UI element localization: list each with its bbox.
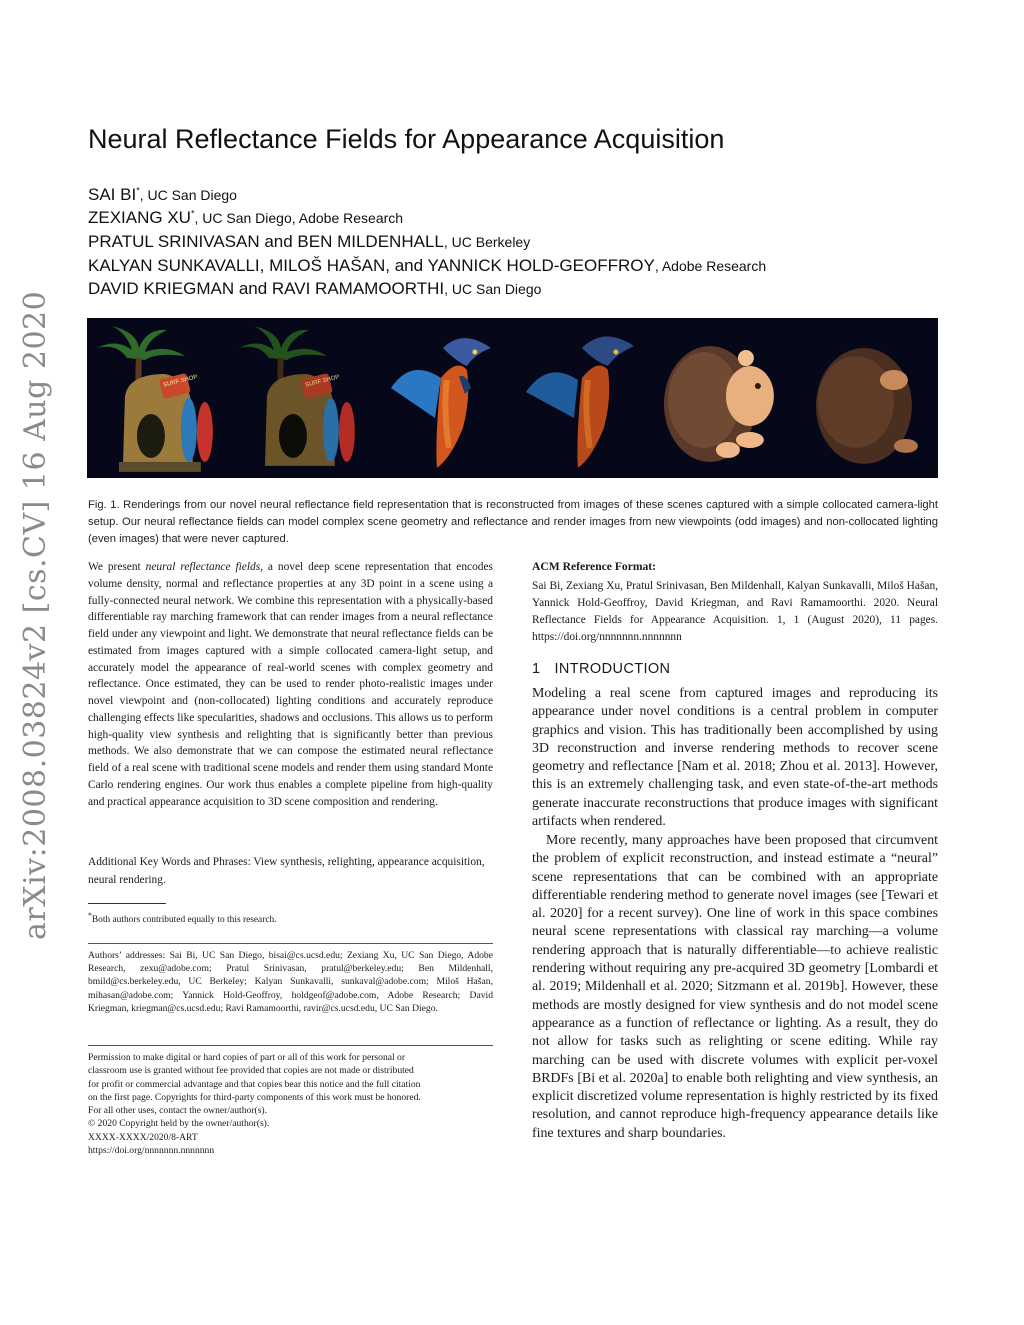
author-affiliation: , UC San Diego <box>139 187 237 203</box>
arxiv-side-stamp: arXiv:2008.03824v2 [cs.CV] 16 Aug 2020 <box>18 290 53 940</box>
copyright-line: © 2020 Copyright held by the owner/author(s). <box>88 1118 270 1130</box>
keywords: Additional Key Words and Phrases: View synthesis, relighting, appearance acquisition, neural rendering. <box>88 856 485 886</box>
permission-line: for profit or commercial advantage and that copies bear this notice and the full citation <box>88 1078 421 1090</box>
permission-notice <box>88 1051 493 1157</box>
permission-rule <box>88 1045 493 1046</box>
author-affiliation: , UC San Diego <box>444 281 542 297</box>
author-affiliation: , UC San Diego, Adobe Research <box>194 210 404 226</box>
render-dragon-relit <box>512 318 654 478</box>
render-hedgehog-collocated <box>654 318 796 478</box>
author-names: PRATUL SRINIVASAN and BEN MILDENHALL <box>88 232 444 251</box>
section-title: INTRODUCTION <box>554 661 671 677</box>
render-hedgehog-relit <box>796 318 938 478</box>
author-affiliation: , UC Berkeley <box>443 234 531 250</box>
intro-paragraph: Modeling a real scene from captured images and reproducing its appearance under novel conditions is a central problem in computer graphics and vision. This has traditionally been accomplished by using 3D reconstruction and inverse rendering methods to recover scene geometry and reflectance [Nam et al. 2018; Zhou et al. 2013]. However, this is an extremely challenging task, and even state-of-the-art methods generate inaccurate reconstructions that produce images with significant artifacts when rendered. <box>532 686 938 830</box>
abstract <box>88 559 493 810</box>
hut-render-image <box>229 318 371 478</box>
author-line <box>88 256 766 276</box>
author-line <box>88 279 541 299</box>
permission-line: For all other uses, contact the owner/author(s). <box>88 1105 268 1117</box>
hedgehog-render-image <box>796 318 938 478</box>
section-heading <box>532 661 938 677</box>
author-affiliation: , Adobe Research <box>654 258 767 274</box>
paper-title: Neural Reflectance Fields for Appearance Acquisition <box>88 124 725 154</box>
figure-caption: Fig. 1. Renderings from our novel neural reflectance field representation that is reconstructed from images of these scenes captured with a simple collocated camera-light setup. Our neural reflectance fields can model complex scene geometry and reflectance and render images from new viewpoints (odd images) and non-collocated lighting (even images) that were never captured. <box>88 499 938 545</box>
dragon-render-image <box>512 318 654 478</box>
author-addresses: Authors’ addresses: Sai Bi, UC San Diego, bisai@cs.ucsd.edu; Zexiang Xu, UC San Diego, Adobe Research, zexu@adobe.com; Pratul Srinivasan, pratul@berkeley.edu; Ben Mildenhall, bmild@cs.berkeley.edu, UC Berkeley; Kalyan Sunkavalli, sunkaval@adobe.com; Miloš Hašan, mihasan@adobe.com; Yannick Hold-Geoffroy, holdgeof@adobe.com, Adobe Research; David Kriegman, kriegman@cs.ucsd.edu; Ravi Ramamoorthi, ravir@cs.ucsd.edu, UC San Diego. <box>88 950 493 1014</box>
doi-link: https://doi.org/nnnnnnn.nnnnnnn <box>88 1145 215 1157</box>
acm-reference-body: Sai Bi, Zexiang Xu, Pratul Srinivasan, Ben Mildenhall, Kalyan Sunkavalli, Miloš Hašan, Yannick Hold-Geoffroy, David Kriegman, and Ravi Ramamoorthi. 2020. Neural Reflectance Fields for Appearance Acquisition. 1, 1 (August 2020), 11 pages. https://doi.org/nnnnnnn.nnnnnnn <box>532 580 938 643</box>
section-number: 1 <box>532 661 541 677</box>
render-dragon-collocated <box>371 318 513 478</box>
permission-line: classroom use is granted without fee provided that copies are not made or distributed <box>88 1065 414 1077</box>
abstract-body: , a novel deep scene representation that encodes volume density, normal and reflectance properties at any 3D point in a scene using a fully-connected neural network. We combine this representation with a physically-based differentiable ray marching framework that can render images from a neural reflectance field under any viewpoint and light. We demonstrate that neural reflectance fields can be estimated from images captured with a simple collocated camera-light setup, and accurately model the appearance of real-world scenes with complex geometry and reflectance. Once estimated, they can be used to render photo-realistic images under novel viewpoint and (non-collocated) lighting conditions and accurately reproduce challenging effects like specularities, shadows and occlusions. This allows us to perform high-quality view synthesis and relighting that is significantly better than previous methods. We also demonstrate that we can compose the estimated neural reflectance field of a real scene with traditional scene models and render them using standard Monte Carlo rendering engines. Our work thus enables a complete pipeline from high-quality and practical appearance acquisition to 3D scene composition and rendering. <box>88 561 493 808</box>
article-number: XXXX-XXXX/2020/8-ART <box>88 1131 198 1143</box>
footnote-mark: * <box>88 911 92 920</box>
author-line <box>88 185 237 205</box>
footnote-text: Both authors contributed equally to this research. <box>91 915 277 926</box>
abstract-lead: We present <box>88 561 146 573</box>
acm-reference-heading: ACM Reference Format: <box>532 560 657 573</box>
surf-shop-sign-text: SURF SHOP <box>304 374 340 389</box>
render-hut-collocated <box>87 318 229 478</box>
address-rule <box>88 943 493 944</box>
equal-contribution-mark: * <box>190 208 195 219</box>
equal-contribution-footnote <box>88 909 493 927</box>
author-names: ZEXIANG XU <box>88 208 191 227</box>
abstract-emphasis: neural reflectance fields <box>145 561 261 573</box>
author-line <box>88 232 530 252</box>
author-names: KALYAN SUNKAVALLI, MILOŠ HAŠAN, and YANNICK HOLD-GEOFFROY <box>88 256 655 275</box>
hut-render-image <box>87 318 229 478</box>
permission-line: on the first page. Copyrights for third-party components of this work must be honored. <box>88 1091 421 1103</box>
author-names: DAVID KRIEGMAN and RAVI RAMAMOORTHI <box>88 279 445 298</box>
permission-line: Permission to make digital or hard copies of part or all of this work for personal or <box>88 1052 406 1063</box>
render-hut-relit <box>229 318 371 478</box>
author-names: SAI BI <box>88 185 137 204</box>
hedgehog-render-image <box>654 318 796 478</box>
intro-paragraph: More recently, many approaches have been proposed that circumvent the problem of explicit reconstruction, and instead estimate a “neural” scene representations that can be combined with an appropriate differentiable rendering method to generate novel images (see [Tewari et al. 2020] for a recent survey). One line of work in this space combines neural scene representations with classical ray marching—a volume rendering approach that is naturally differentiable—to achieve realistic rendering without requiring any pre-acquired 3D geometry [Lombardi et al. 2019; Mildenhall et al. 2020; Sitzmann et al. 2019b]. However, these methods are mostly designed for view synthesis and do not model scene appearance as a function of reflectance or lighting. As a result, they do not allow for tasks such as relighting or scene editing. While ray marching can be used with discrete volumes with explicit per-voxel BRDFs [Bi et al. 2020a] to enable both relighting and view synthesis, an explicit discretized volume representation is highly restricted by its fixed resolution, and cannot reproduce high-frequency appearance details like fine textures and sharp boundaries. <box>532 833 938 1141</box>
surf-shop-sign-text: SURF SHOP <box>162 374 199 389</box>
footnote-rule <box>88 903 166 904</box>
author-line <box>88 208 403 228</box>
teaser-figure <box>87 318 938 478</box>
dragon-render-image <box>371 318 513 478</box>
equal-contribution-mark: * <box>136 185 140 196</box>
